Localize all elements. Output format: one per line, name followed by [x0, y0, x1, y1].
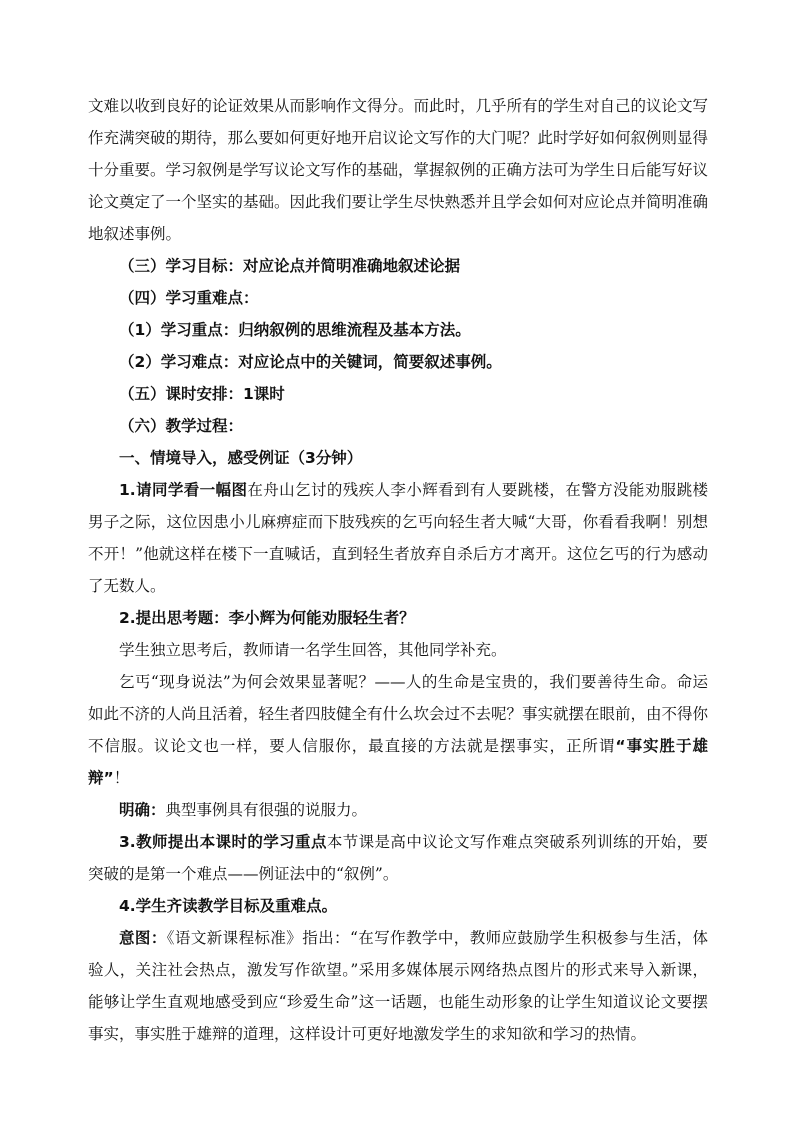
- key-point-item: （1）学习重点：归纳叙例的思维流程及基本方法。: [119, 321, 471, 339]
- step-four-title: 4.学生齐读教学目标及重难点。: [119, 897, 338, 915]
- step-one-paragraph: [88, 474, 708, 602]
- step-three-paragraph: [88, 826, 708, 890]
- step-two-title: 2.提出思考题：李小辉为何能劝服轻生者？: [119, 609, 415, 627]
- beggar-paragraph: [88, 666, 708, 794]
- intent-text: 《语文新课程标准》指出：“在写作教学中，教师应鼓励学生积极参与生活，体验人，关注社会热点，激发写作欲望。”采用多媒体展示网络热点图片的形式来导入新课，能够让学生直观地感受到应“珍爱生命”这一话题，也能生动形象的让学生知道议论文要摆事实，事实胜于雄辩的道理，这样设计可更好地激发学生的求知欲和学习的热情。: [88, 929, 708, 1043]
- document-page: [88, 90, 708, 1050]
- step-one-text: 在舟山乞讨的残疾人李小辉看到有人要跳楼，在警方没能劝服跳楼男子之际，这位因患小儿麻痹症而下肢残疾的乞丐向轻生者大喊“大哥，你看看我啊！别想不开！”他就这样在楼下一直喊话，直到轻生者放弃自杀后方才离开。这位乞丐的行为感动了无数人。: [88, 481, 708, 595]
- teaching-process-heading: （六）教学过程：: [119, 417, 244, 435]
- section-one-heading: 一、情境导入，感受例证（3分钟）: [119, 449, 363, 467]
- step-one-title: 1.请同学看一幅图: [119, 481, 248, 499]
- step-two-text: 学生独立思考后，教师请一名学生回答，其他同学补充。: [119, 641, 507, 659]
- beggar-end: ！: [113, 769, 130, 787]
- beggar-quote: “事实胜于雄辩”: [88, 737, 708, 787]
- intent-label: 意图：: [119, 929, 167, 947]
- difficult-point-item: （2）学习难点：对应论点中的关键词，简要叙述事例。: [119, 353, 502, 371]
- clarify-text: 典型事例具有很强的说服力。: [165, 801, 368, 819]
- intent-paragraph: [88, 922, 708, 1050]
- learning-objective-heading: （三）学习目标：对应论点并简明准确地叙述论据: [119, 257, 461, 275]
- clarify-label: 明确：: [119, 801, 166, 819]
- clarify-paragraph: [88, 794, 708, 826]
- step-three-text: 本节课是高中议论文写作难点突破系列训练的开始，要突破的是第一个难点——例证法中的“叙例”。: [88, 833, 708, 883]
- key-difficulties-heading: （四）学习重难点：: [119, 289, 259, 307]
- step-three-title: 3.教师提出本课时的学习重点: [119, 833, 327, 851]
- intro-paragraph: 文难以收到良好的论证效果从而影响作文得分。而此时，几乎所有的学生对自己的议论文写作充满突破的期待，那么要如何更好地开启议论文写作的大门呢？此时学好如何叙例则显得十分重要。学习叙例是学写议论文写作的基础，掌握叙例的正确方法可为学生日后能写好议论文奠定了一个坚实的基础。因此我们要让学生尽快熟悉并且学会如何对应论点并简明准确地叙述事例。: [88, 97, 709, 243]
- beggar-text: 乞丐“现身说法”为何会效果显著呢？——人的生命是宝贵的，我们要善待生命。命运如此不济的人尚且活着，轻生者四肢健全有什么坎会过不去呢？事实就摆在眼前，由不得你不信服。议论文也一样，要人信服你，最直接的方法就是摆事实，正所谓: [88, 673, 709, 755]
- class-hours-heading: （五）课时安排：1课时: [119, 385, 285, 403]
